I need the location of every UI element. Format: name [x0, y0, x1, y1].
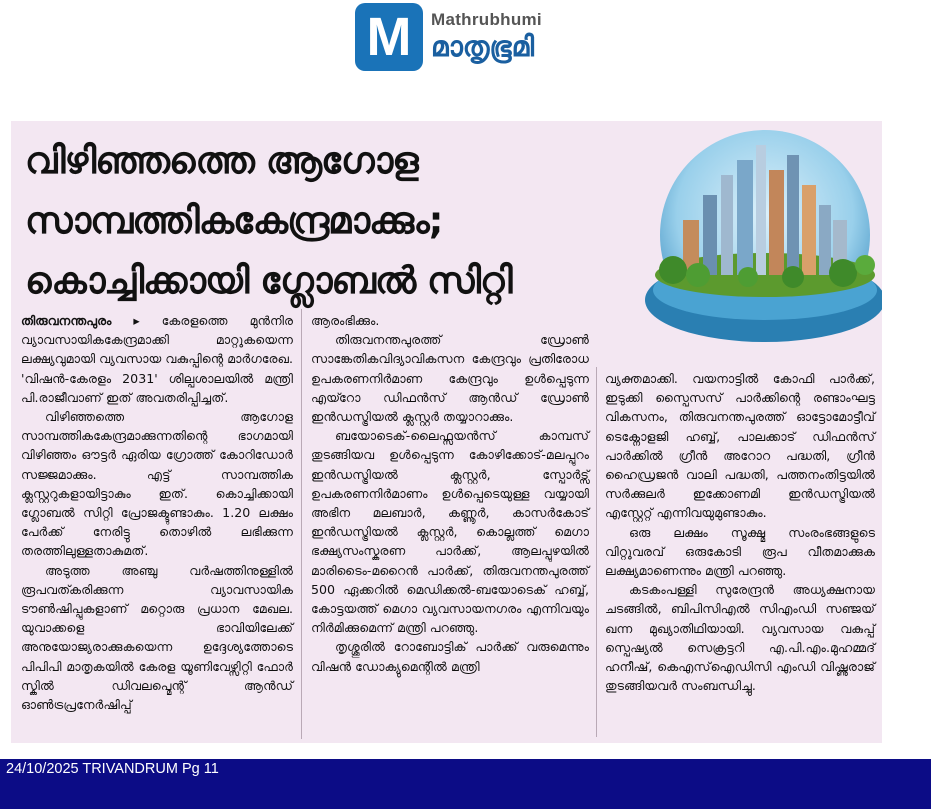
column-divider	[596, 367, 597, 737]
logo-malayalam: മാതൃഭൂമി	[431, 30, 535, 63]
paragraph: അടുത്ത അഞ്ചു വർഷത്തിനുള്ളിൽ രൂപവത്കരിക്കുന്ന വ്യാവസായിക ടൗൺഷിപ്പുകളാണ് മറ്റൊരു പ്രധാന മേഖല. യുവാക്കളെ ഭാവിയിലേക്ക് അനുയോജ്യരാക്കുകയെന്ന ഉദ്ദേശ്യത്തോടെ പിപിപി മാതൃകയിൽ കേരള യൂണിവേഴ്സിറ്റി ഫോർ സ്കിൽ ഡിവലപ്മെന്റ് ആൻഡ് ഓൺട്രപ്രനേർഷിപ്പ്	[21, 562, 293, 713]
headline	[25, 131, 665, 311]
news-clipping	[11, 121, 882, 743]
paragraph: തിരുവനന്തപുരം ▸ കേരളത്തെ മുൻനിര വ്യാവസായികകേന്ദ്രമാക്കി മാറ്റുകയെന്ന ലക്ഷ്യവുമായി വ്യവസായ വകുപ്പിന്റെ മാർഗരേഖ. 'വിഷൻ-കേരളം 2031' ശില്പശാലയിൽ മന്ത്രി പി.രാജീവാണ് ഇത് അവതരിപ്പിച്ചത്.	[21, 313, 294, 405]
paragraph: വ്യക്തമാക്കി. വയനാട്ടിൽ കോഫി പാർക്ക്, ഇടുക്കി സ്പൈസസ് പാർക്കിന്റെ രണ്ടാംഘട്ട വികസനം, തിരുവനന്തപുരത്ത് ഓട്ടോമോട്ടീവ് ടെക്നോളജി ഹബ്ബ്, പാലക്കാട് ഡിഫൻസ് പാർക്കിൽ ഗ്രീൻ അറോറ പദ്ധതി, ഗ്രീൻ ഹൈഡ്രജൻ വാലി പദ്ധതി, പത്തനംതിട്ടയിൽ സർക്കുലർ ഇക്കോണമി ഇൻഡസ്ട്രിയൽ എസ്റ്റേറ്റ് എന്നിവയുമുണ്ടാകും.	[605, 371, 875, 521]
headline-line-1: വിഴിഞ്ഞത്തെ ആഗോള	[25, 139, 418, 182]
headline-line-3: കൊച്ചിക്കായി ഗ്ലോബൽ സിറ്റി	[25, 259, 512, 302]
column-divider	[301, 309, 302, 739]
logo-text	[431, 10, 542, 64]
paragraph: തിരുവനന്തപുരത്ത് ഡ്രോൺ സാങ്കേതികവിദ്യാവികസന കേന്ദ്രവും പ്രതിരോധ ഉപകരണനിർമാണ കേന്ദ്രവും ഉൾപ്പെടുന്ന എയ്റോ ഡിഫൻസ് ആൻഡ് ഡ്രോൺ ഇൻഡസ്ട്രിയൽ ക്ലസ്റ്റർ തയ്യാറാക്കും.	[311, 332, 589, 425]
article-column-3	[605, 369, 875, 695]
logo-m-icon: M	[355, 3, 423, 71]
footer-date-page: 24/10/2025 TRIVANDRUM Pg 11	[6, 761, 219, 777]
headline-line-2: സാമ്പത്തികകേന്ദ്രമാക്കും;	[25, 199, 443, 242]
article-column-1	[21, 311, 293, 714]
paragraph: ഒരു ലക്ഷം സൂക്ഷ്മ സംരംഭങ്ങളുടെ വിറ്റുവരവ് ഒരുകോടി രൂപ വീതമാക്കുക ലക്ഷ്യമാണെന്നും മന്ത്രി പറഞ്ഞു.	[605, 524, 875, 579]
paragraph-text: കേരളത്തെ മുൻനിര വ്യാവസായികകേന്ദ്രമാക്കി മാറ്റുകയെന്ന ലക്ഷ്യവുമായി വ്യവസായ വകുപ്പിന്റെ മാർഗരേഖ. 'വിഷൻ-കേരളം 2031' ശില്പശാലയിൽ മന്ത്രി പി.രാജീവാണ് ഇത് അവതരിപ്പിച്ചത്.	[21, 313, 294, 405]
paragraph: തൃശ്ശൂരിൽ റോബോട്ടിക് പാർക്ക് വരുമെന്നും വിഷൻ ഡോക്യുമെന്റിൽ മന്ത്രി	[311, 639, 589, 674]
paragraph: ബയോടെക്-ലൈഫ്സയൻസ് കാമ്പസ് തുടങ്ങിയവ ഉൾപ്പെടുന്ന കോഴിക്കോട്-മലപ്പുറം ഇൻഡസ്ട്രിയൽ ക്ലസ്റ്റർ, സ്പോർട്സ് ഉപകരണനിർമാണം ഉൾപ്പെടെയുള്ള വയ്യായി അഭിന മലബാർ, കണ്ണൂർ, കാസർകോട് ഇൻഡസ്ട്രിയൽ ക്ലസ്റ്റർ, കൊല്ലത്ത് മെഗാ ഭക്ഷ്യസംസ്കരണ പാർക്ക്, ആലപ്പുഴയിൽ മാരിടൈം-മറൈൻ പാർക്ക്, തിരുവനന്തപുരത്ത് 500 ഏക്കറിൽ മെഡിക്കൽ-ബയോടെക് ഹബ്ബ്, കോട്ടയത്ത് മെഗാ വ്യവസായനഗരം എന്നിവയും നിർമിക്കുമെന്ന് മന്ത്രി പറഞ്ഞു.	[311, 428, 589, 636]
paragraph: ആരംഭിക്കും.	[311, 313, 380, 328]
masthead-logo	[355, 3, 542, 71]
city-globe-illustration	[643, 125, 882, 365]
article-column-2	[311, 311, 589, 676]
paragraph: വിഴിഞ്ഞത്തെ ആഗോള സാമ്പത്തികകേന്ദ്രമാക്കുന്നതിന്റെ ഭാഗമായി വിഴിഞ്ഞം ഔട്ടർ ഏരിയ ഗ്രോത്ത് കോറിഡോർ സജ്ജമാക്കും. എട്ട് സാമ്പത്തിക ക്ലസ്റ്ററുകളായിട്ടാകും ഇത്. കൊച്ചിക്കായി ഗ്ലോബൽ സിറ്റി പ്രോജക്ടുണ്ടാകും. 1.20 ലക്ഷം പേർക്ക് നേരിട്ടു തൊഴിൽ ലഭിക്കുന്ന തരത്തിലുള്ളതാകുമത്.	[21, 409, 293, 559]
dateline: തിരുവനന്തപുരം	[21, 313, 112, 328]
paragraph: കടകംപള്ളി സുരേന്ദ്രൻ അധ്യക്ഷനായ ചടങ്ങിൽ, ബിപിസിഎൽ സിഎംഡി സഞ്ജയ് ഖന്ന മുഖ്യാതിഥിയായി. വ്യവസായ വകുപ്പ് സ്പെഷ്യൽ സെക്രട്ടറി എ.പി.എം.മുഹമ്മദ് ഹനീഷ്, കെഎസ്ഐഡിസി എംഡി വിഷ്ണുരാജ് തുടങ്ങിയവർ സംബന്ധിച്ചു.	[605, 582, 875, 694]
logo-english: Mathrubhumi	[431, 10, 542, 29]
footer-bar	[0, 759, 931, 809]
